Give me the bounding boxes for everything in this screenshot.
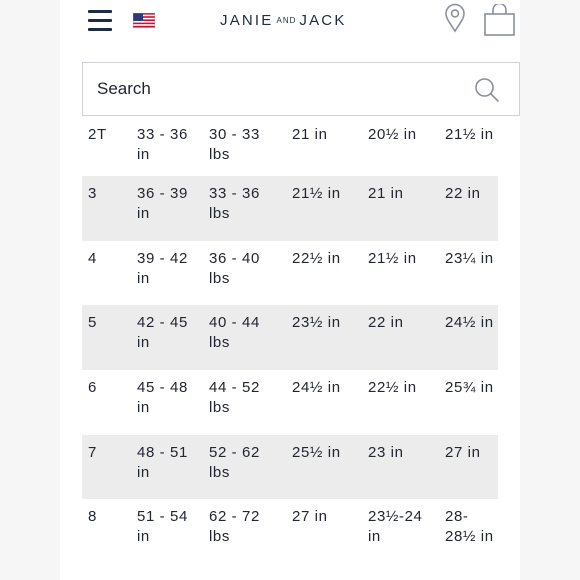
- table-cell: 24½ in: [292, 379, 341, 396]
- search-icon[interactable]: [474, 77, 500, 103]
- table-row: [82, 499, 498, 580]
- table-cell: 21 in: [292, 126, 328, 143]
- table-row: [82, 370, 498, 435]
- hamburger-menu-icon[interactable]: [88, 10, 112, 32]
- size-chart-table: [82, 117, 498, 580]
- logo-text-jack: JACK: [299, 12, 347, 29]
- table-cell: 22½ in: [368, 379, 417, 396]
- table-cell: 51 - 54 in: [137, 508, 188, 545]
- table-row: [82, 176, 498, 241]
- table-cell: 21½ in: [445, 126, 494, 143]
- table-cell: 33 - 36 in: [137, 126, 188, 163]
- search-bar: [82, 62, 520, 116]
- table-row: [82, 241, 498, 305]
- site-header: [60, 0, 520, 62]
- table-cell: 33 - 36 lbs: [209, 185, 260, 222]
- table-cell: 42 - 45 in: [137, 314, 188, 351]
- table-cell: 62 - 72 lbs: [209, 508, 260, 545]
- us-flag-icon[interactable]: [133, 13, 155, 28]
- mobile-page: [60, 0, 520, 580]
- table-cell: 23¼ in: [445, 250, 494, 267]
- table-cell: 23 in: [368, 444, 404, 461]
- table-cell: 36 - 40 lbs: [209, 250, 260, 287]
- table-cell: 30 - 33 lbs: [209, 126, 260, 163]
- table-cell: 2T: [88, 126, 107, 143]
- brand-logo[interactable]: [220, 12, 347, 29]
- right-margin: [520, 0, 580, 580]
- table-cell: 39 - 42 in: [137, 250, 188, 287]
- table-cell: 8: [88, 508, 97, 525]
- shopping-bag-icon[interactable]: [480, 4, 520, 36]
- table-cell: 45 - 48 in: [137, 379, 188, 416]
- table-cell: 40 - 44 lbs: [209, 314, 260, 351]
- table-cell: 6: [88, 379, 97, 396]
- table-cell: 22½ in: [292, 250, 341, 267]
- table-row: [82, 305, 498, 370]
- logo-text-and: AND: [276, 16, 297, 25]
- table-cell: 7: [88, 444, 97, 461]
- table-cell: 25¾ in: [445, 379, 494, 396]
- table-cell: 27 in: [445, 444, 481, 461]
- table-cell: 21 in: [368, 185, 404, 202]
- table-cell: 52 - 62 lbs: [209, 444, 260, 481]
- table-row: [82, 435, 498, 499]
- table-cell: 48 - 51 in: [137, 444, 188, 481]
- table-cell: 28-28½ in: [445, 508, 494, 545]
- location-pin-icon[interactable]: [443, 3, 467, 33]
- table-cell: 22 in: [445, 185, 481, 202]
- table-cell: 22 in: [368, 314, 404, 331]
- table-cell: 5: [88, 314, 97, 331]
- table-cell: 24½ in: [445, 314, 494, 331]
- table-cell: 20½ in: [368, 126, 417, 143]
- table-row: [82, 117, 498, 176]
- table-cell: 21½ in: [368, 250, 417, 267]
- table-cell: 44 - 52 lbs: [209, 379, 260, 416]
- table-cell: 3: [88, 185, 97, 202]
- table-cell: 25½ in: [292, 444, 341, 461]
- table-cell: 4: [88, 250, 97, 267]
- table-cell: 21½ in: [292, 185, 341, 202]
- table-cell: 36 - 39 in: [137, 185, 188, 222]
- search-input[interactable]: [97, 77, 457, 101]
- table-cell: 27 in: [292, 508, 328, 525]
- table-cell: 23½ in: [292, 314, 341, 331]
- logo-text-janie: JANIE: [220, 12, 274, 29]
- left-margin: [0, 0, 60, 580]
- table-cell: 23½-24 in: [368, 508, 423, 545]
